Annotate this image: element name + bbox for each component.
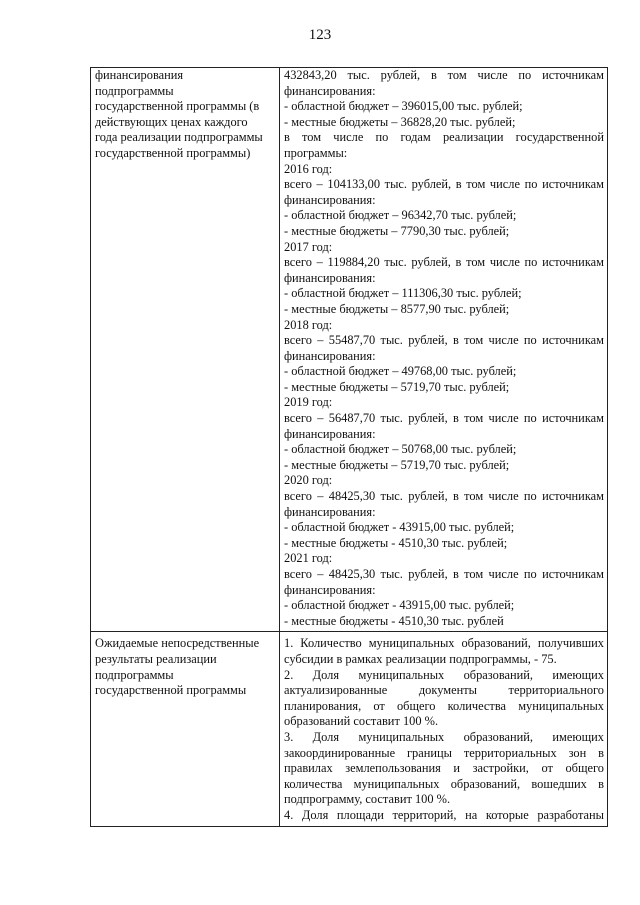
year-2020-heading: 2020 год: xyxy=(284,473,333,488)
label-line: результаты реализации xyxy=(95,651,217,666)
program-label: программы: xyxy=(284,145,348,160)
label-line: Ожидаемые непосредственные xyxy=(95,636,260,651)
financing-details xyxy=(280,68,608,632)
sources-label: финансирования: xyxy=(284,426,376,441)
page-number: 123 xyxy=(308,27,332,43)
label-line: года реализации подпрограммы xyxy=(95,130,263,145)
passport-table xyxy=(90,67,608,827)
label-line: действующих ценах каждого xyxy=(95,114,248,129)
year-total-line: всего – 119884,20 тыс. рублей, в том числе по источникам xyxy=(284,255,604,270)
local-budget-line: - местные бюджеты – 8577,90 тыс. рублей; xyxy=(284,301,510,316)
year-total-line: всего – 48425,30 тыс. рублей, в том числе по источникам xyxy=(284,489,604,504)
label-line: государственной программы (в xyxy=(95,99,260,114)
year-2018-heading: 2018 год: xyxy=(284,317,333,332)
result-item-1: 1. Количество муниципальных образований, получивших субсидии в рамках реализации подпрограммы, - 75. xyxy=(284,636,604,666)
local-budget-line: - местные бюджеты – 5719,70 тыс. рублей; xyxy=(284,457,510,472)
regional-budget-line: - областной бюджет – 111306,30 тыс. рублей; xyxy=(284,286,522,301)
year-total-line: всего – 48425,30 тыс. рублей, в том числе по источникам xyxy=(284,567,604,581)
label-line: подпрограммы xyxy=(95,667,174,682)
row-label-financing xyxy=(91,68,280,632)
local-budget-line: - местные бюджеты – 5719,70 тыс. рублей; xyxy=(284,379,510,394)
label-line: подпрограммы xyxy=(95,83,174,98)
label-line: государственной программы xyxy=(95,683,247,698)
by-years-line: в том числе по годам реализации государственной xyxy=(284,130,604,145)
local-budget-line: - местные бюджеты - 4510,30 тыс. рублей; xyxy=(284,535,508,550)
local-budget-line: - местные бюджеты – 36828,20 тыс. рублей; xyxy=(284,114,516,129)
label-line: государственной программы) xyxy=(95,145,251,160)
year-total-line: всего – 55487,70 тыс. рублей, в том числе по источникам xyxy=(284,333,604,348)
regional-budget-line: - областной бюджет – 50768,00 тыс. рублей; xyxy=(284,442,517,457)
regional-budget-line: - областной бюджет - 43915,00 тыс. рублей; xyxy=(284,520,515,535)
total-line: 432843,20 тыс. рублей, в том числе по источникам xyxy=(284,68,604,82)
row-label-results xyxy=(91,632,280,826)
label-line: финансирования xyxy=(95,68,184,82)
year-total-line: всего – 104133,00 тыс. рублей, в том числе по источникам xyxy=(284,177,604,192)
sources-label: финансирования: xyxy=(284,582,376,597)
result-item-4: 4. Доля площади территорий, на которые разработаны xyxy=(284,807,604,822)
sources-label: финансирования: xyxy=(284,504,376,519)
year-2016-heading: 2016 год: xyxy=(284,161,333,176)
regional-budget-line: - областной бюджет – 396015,00 тыс. рублей; xyxy=(284,99,523,114)
sources-label: финансирования: xyxy=(284,348,376,363)
local-budget-line: - местные бюджеты – 7790,30 тыс. рублей; xyxy=(284,223,510,238)
year-2021-heading: 2021 год: xyxy=(284,551,333,566)
year-2017-heading: 2017 год: xyxy=(284,239,333,254)
sources-label: финансирования: xyxy=(284,270,376,285)
year-total-line: всего – 56487,70 тыс. рублей, в том числе по источникам xyxy=(284,411,604,426)
regional-budget-line: - областной бюджет - 43915,00 тыс. рублей; xyxy=(284,598,515,613)
regional-budget-line: - областной бюджет – 49768,00 тыс. рублей; xyxy=(284,364,517,379)
sources-label: финансирования: xyxy=(284,83,376,98)
regional-budget-line: - областной бюджет – 96342,70 тыс. рублей; xyxy=(284,208,517,223)
table-row-results xyxy=(91,632,608,826)
result-item-3: 3. Доля муниципальных образований, имеющих закоординированные границы территориальных зон в правилах землепользования и застройки, от общего количества муниципальных образований, вошедших в подпрограмму, составит 100 %. xyxy=(284,729,604,807)
table-row-financing xyxy=(91,68,608,632)
results-details xyxy=(280,632,608,826)
local-budget-line: - местные бюджеты - 4510,30 тыс. рублей xyxy=(284,613,504,628)
sources-label: финансирования: xyxy=(284,192,376,207)
year-2019-heading: 2019 год: xyxy=(284,395,333,410)
result-item-2: 2. Доля муниципальных образований, имеющих актуализированные документы территориального планирования, от общего количества муниципальных образований составит 100 %. xyxy=(284,667,604,729)
